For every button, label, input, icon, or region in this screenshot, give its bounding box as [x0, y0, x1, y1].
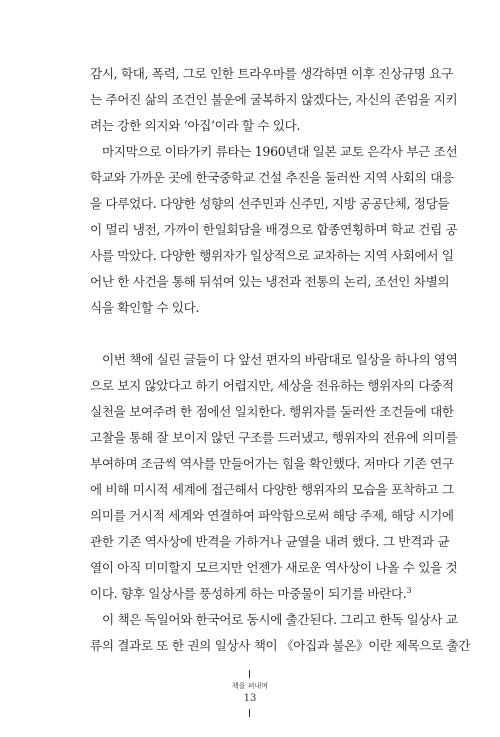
paragraph-line: 류의 결과로 또 한 권의 일상사 책이 《아집과 불온》이란 제목으로 출간 — [90, 638, 471, 653]
line-text: 이다. 향후 일상사를 풍성하게 하는 마중물이 되기를 바란다. — [90, 586, 407, 601]
page-number: 13 — [243, 693, 257, 704]
paragraph-line: 을 다루었다. 다양한 성향의 선주민과 신주민, 지방 공공단체, 정당들 — [90, 196, 450, 211]
paragraph-line: 고찰을 통해 잘 보이지 않던 구조를 드러냈고, 행위자의 전유에 의미를 — [90, 430, 458, 445]
paragraph-line: 마지막으로 이타가키 류타는 1960년대 일본 교토 은각사 부근 조선 — [102, 144, 458, 159]
paragraph-line: 이 멀리 냉전, 가까이 한일회담을 배경으로 합종연횡하며 학교 건립 공 — [90, 222, 458, 237]
paragraph-line: 이 책은 독일어와 한국어로 동시에 출간된다. 그리고 한독 일상사 교 — [102, 612, 458, 627]
paragraph-line: 는 주어진 삶의 조건인 불운에 굴복하지 않겠다는, 자신의 존엄을 지키 — [90, 92, 458, 107]
paragraph-line: 에 비해 미시적 세계에 접근해서 다양한 행위자의 모습을 포착하고 그 — [90, 482, 454, 497]
paragraph-line: 감시, 학대, 폭력, 그로 인한 트라우마를 생각하면 이후 진상규명 요구 — [90, 66, 453, 81]
paragraph-line: 열이 아직 미미할지 모르지만 언젠가 새로운 역사상이 나올 수 있을 것 — [90, 560, 458, 575]
paragraph-line: 실천을 보여주려 한 점에선 일치한다. 행위자를 둘러싼 조건들에 대한 — [90, 404, 454, 419]
footer-section-title: 책을 펴내며 — [231, 682, 269, 690]
paragraph-line: 관한 기존 역사상에 반격을 가하거나 균열을 내려 했다. 그 반격과 균 — [90, 534, 450, 549]
paragraph-line: 으로 보지 않았다고 하기 어렵지만, 세상을 전유하는 행위자의 다중적 — [90, 378, 454, 393]
paragraph-line: 려는 강한 의지와 ‘아집’이라 할 수 있다. — [90, 118, 301, 133]
paragraph-line: 사를 막았다. 다양한 행위자가 일상적으로 교차하는 지역 사회에서 일 — [90, 248, 454, 263]
paragraph-line: 학교와 가까운 곳에 한국중학교 건설 추진을 둘러싼 지역 사회의 대응 — [90, 170, 454, 185]
paragraph-line: 이번 책에 실린 글들이 다 앞선 편자의 바람대로 일상을 하나의 영역 — [102, 352, 458, 367]
paragraph-line: 어난 한 사건을 통해 뒤섞여 있는 냉전과 전통의 논리, 조선인 차별의 — [90, 274, 450, 289]
paragraph-line: 부여하며 조금씩 역사를 만들어가는 힘을 확인했다. 저마다 기존 연구 — [90, 456, 454, 471]
paragraph-line: 식을 확인할 수 있다. — [90, 300, 200, 315]
footnote-marker: 3 — [406, 585, 412, 595]
footer-divider-bottom — [249, 709, 250, 717]
footer-divider-top — [249, 670, 250, 678]
paragraph-line: 의미를 거시적 세계와 연결하여 파악함으로써 해당 주제, 해당 시기에 — [90, 508, 454, 523]
paragraph-line — [90, 586, 410, 602]
